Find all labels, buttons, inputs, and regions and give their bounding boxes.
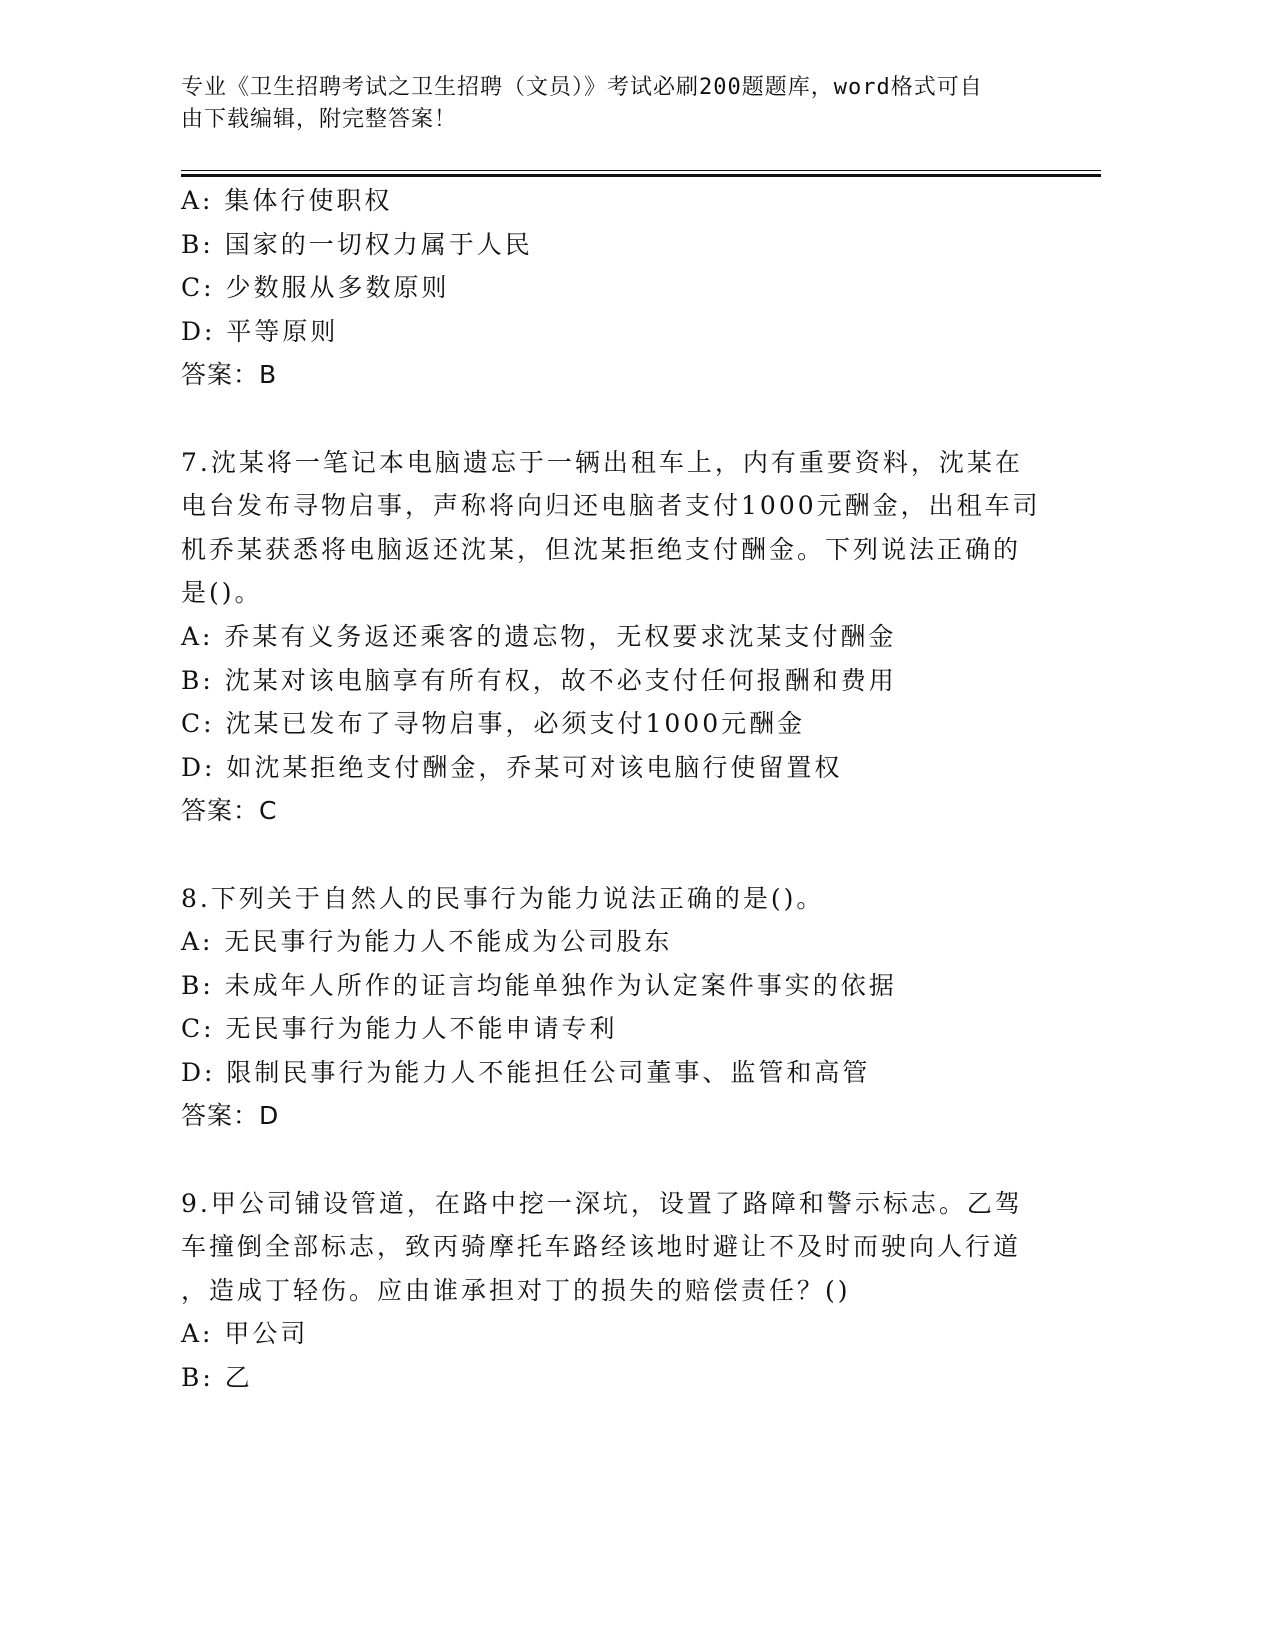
question-7: [181, 441, 1041, 833]
header-line-2: 由下载编辑，附完整答案！: [181, 107, 458, 132]
header-rule-thick: [181, 174, 1101, 177]
option-b: B: 未成年人所作的证言均能单独作为认定案件事实的依据: [181, 970, 897, 1000]
question-text-line: 8.下列关于自然人的民事行为能力说法正确的是()。: [181, 883, 825, 913]
question-text-line: 电台发布寻物启事，声称将向归还电脑者支付1000元酬金，出租车司: [181, 491, 1041, 521]
spacer: [181, 1138, 1041, 1182]
option-c: C: 无民事行为能力人不能申请专利: [181, 1014, 618, 1044]
question-list: [181, 179, 1041, 1400]
option-a: A: 集体行使职权: [181, 186, 393, 215]
question-text-line: 机乔某获悉将电脑返还沈某，但沈某拒绝支付酬金。下列说法正确的: [181, 534, 1022, 564]
question-9: [181, 1182, 1041, 1400]
question-text-line: ，造成丁轻伤。应由谁承担对丁的损失的赔偿责任？(): [181, 1275, 851, 1305]
answer-line: 答案：D: [181, 1101, 280, 1131]
option-d: D: 如沈某拒绝支付酬金，乔某可对该电脑行使留置权: [181, 752, 843, 782]
option-a: A: 无民事行为能力人不能成为公司股东: [181, 927, 673, 957]
option-d: D: 限制民事行为能力人不能担任公司董事、监管和高管: [181, 1057, 871, 1087]
option-d: D: 平等原则: [181, 316, 339, 346]
header-line-1: 专业《卫生招聘考试之卫生招聘（文员）》考试必刷200题题库，word格式可自: [181, 75, 983, 100]
question-6: [181, 179, 1041, 397]
spacer: [181, 833, 1041, 877]
document-header: [181, 72, 1081, 136]
spacer: [181, 397, 1041, 441]
option-b: B: 沈某对该电脑享有所有权，故不必支付任何报酬和费用: [181, 665, 897, 695]
question-8: [181, 877, 1041, 1139]
option-a: A: 甲公司: [181, 1319, 309, 1349]
header-rule-thin: [181, 170, 1101, 171]
option-c: C: 沈某已发布了寻物启事，必须支付1000元酬金: [181, 709, 806, 739]
question-text-line: 9.甲公司铺设管道，在路中挖一深坑，设置了路障和警示标志。乙驾: [181, 1188, 1023, 1218]
option-c: C: 少数服从多数原则: [181, 273, 450, 303]
question-text-line: 车撞倒全部标志，致丙骑摩托车路经该地时避让不及时而驶向人行道: [181, 1232, 1022, 1262]
answer-line: 答案：B: [181, 360, 278, 390]
question-text-line: 7.沈某将一笔记本电脑遗忘于一辆出租车上，内有重要资料，沈某在: [181, 447, 1023, 477]
option-a: A: 乔某有义务返还乘客的遗忘物，无权要求沈某支付酬金: [181, 621, 897, 651]
option-b: B: 乙: [181, 1363, 253, 1393]
answer-line: 答案：C: [181, 796, 278, 826]
option-b: B: 国家的一切权力属于人民: [181, 229, 533, 259]
question-text-line: 是()。: [181, 578, 263, 608]
